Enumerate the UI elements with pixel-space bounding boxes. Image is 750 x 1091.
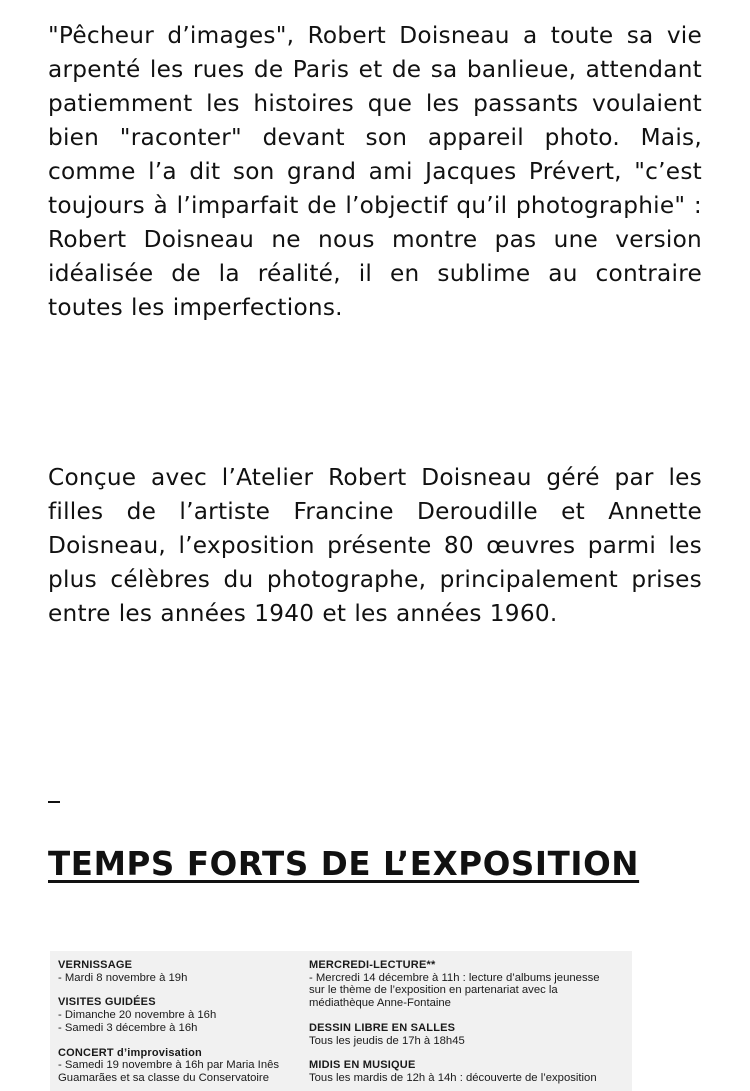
event-line: - Samedi 19 novembre à 16h par Maria Inês	[58, 1059, 280, 1072]
event-line: Tous les mardis de 12h à 14h : découverte de l’exposition	[309, 1071, 597, 1084]
event-line: médiathèque Anne-Fontaine	[309, 997, 451, 1010]
event-block-lecture	[309, 959, 627, 1010]
event-title: VISITES GUIDÉES	[58, 996, 156, 1009]
event-line: - Mercredi 14 décembre à 11h : lecture d’albums jeunesse	[309, 971, 600, 984]
flyer-left-column	[58, 959, 298, 1091]
event-title: MERCREDI-LECTURE**	[309, 959, 436, 971]
event-title: DESSIN LIBRE EN SALLES	[309, 1021, 456, 1034]
event-block-dessin	[309, 1022, 627, 1047]
event-block-visites	[58, 996, 298, 1034]
event-line: - Mardi 8 novembre à 19h	[58, 971, 188, 984]
exhibition-paragraph: Conçue avec l’Atelier Robert Doisneau géré par les filles de l’artiste Francine Deroudille et Annette Doisneau, l’exposition présente 80 œuvres parmi les plus célèbres du photographe, principalement prises entre les années 1940 et les années 1960.	[48, 464, 702, 627]
event-block-midis	[309, 1059, 627, 1084]
event-line: Tous les jeudis de 17h à 18h45	[309, 1034, 465, 1047]
event-block-concert	[58, 1047, 298, 1085]
event-title: MIDIS EN MUSIQUE	[309, 1059, 416, 1072]
event-line: - Samedi 3 décembre à 16h	[58, 1021, 198, 1034]
event-block-vernissage	[58, 959, 298, 984]
events-flyer-image	[50, 951, 632, 1091]
event-line: sur le thème de l’exposition en partenariat avec la	[309, 984, 558, 997]
intro-paragraph: "Pêcheur d’images", Robert Doisneau a toute sa vie arpenté les rues de Paris et de sa banlieue, attendant patiemment les histoires que les passants voulaient bien "raconter" devant son appareil photo. Mais, comme l’a dit son grand ami Jacques Prévert, "c’est toujours à l’imparfait de l’objectif qu’il photographie" : Robert Doisneau ne nous montre pas une version idéalisée de la réalité, il en sublime au contraire toutes les imperfections.	[48, 22, 702, 321]
event-line: Guamarães et sa classe du Conservatoire	[58, 1071, 269, 1084]
event-line: - Dimanche 20 novembre à 16h	[58, 1009, 217, 1022]
event-title: CONCERT d’improvisation	[58, 1046, 202, 1059]
separator-dash	[48, 801, 60, 803]
section-heading: TEMPS FORTS DE L’EXPOSITION	[48, 845, 640, 883]
flyer-right-column	[309, 959, 627, 1091]
event-title: VERNISSAGE	[58, 959, 133, 971]
